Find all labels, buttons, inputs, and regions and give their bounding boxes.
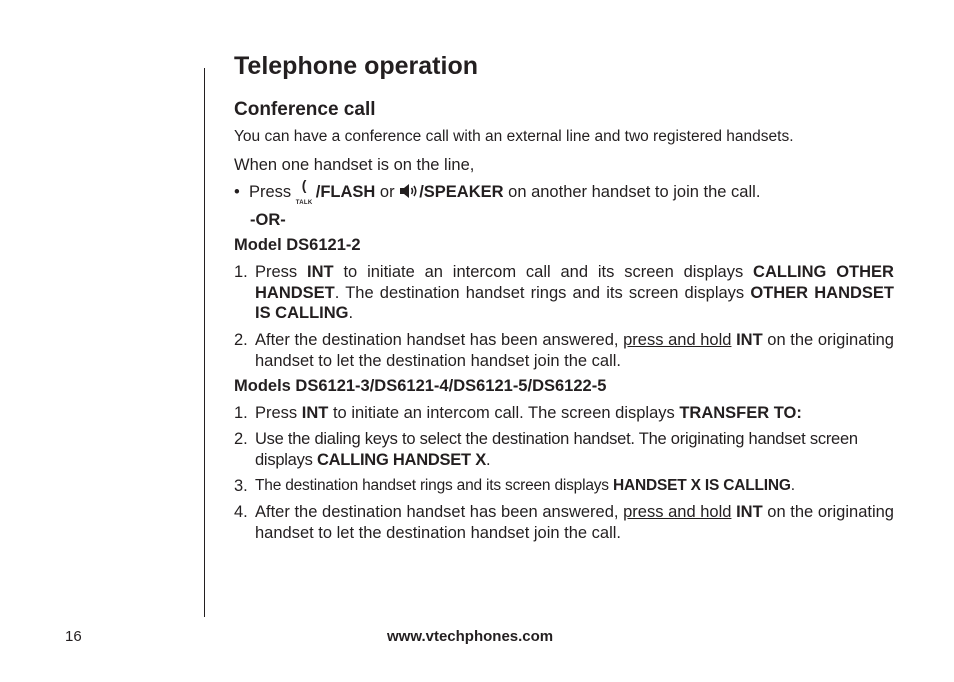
screen-message: TRANSFER TO: bbox=[679, 404, 802, 422]
lead-text: When one handset is on the line, bbox=[234, 156, 475, 174]
intro-text: You can have a conference call with an external line and two registered handsets. bbox=[234, 128, 794, 145]
footer-url: www.vtechphones.com bbox=[387, 628, 554, 645]
underlined-text: press and hold bbox=[623, 331, 732, 349]
speaker-icon bbox=[399, 183, 419, 199]
bullet-item bbox=[234, 177, 761, 206]
step-text: to initiate an intercom call. The screen displays bbox=[332, 404, 675, 422]
bullet-mark: • bbox=[234, 183, 240, 201]
step-number: 1. bbox=[234, 404, 248, 422]
flash-key-label: /FLASH bbox=[315, 183, 376, 201]
step-number: 1. bbox=[234, 263, 248, 281]
step-number: 4. bbox=[234, 503, 248, 521]
or-separator: -OR- bbox=[250, 211, 286, 229]
handset-icon: ( bbox=[301, 177, 307, 193]
step-text: on the originating handset to let the destination handset join the call. bbox=[255, 331, 894, 370]
model2-heading: Models DS6121-3/DS6121-4/DS6121-5/DS6122-5 bbox=[234, 377, 607, 395]
step-text: to initiate an intercom call and its screen displays bbox=[343, 263, 744, 281]
step-text: . bbox=[348, 304, 354, 322]
int-key: INT bbox=[736, 503, 763, 521]
screen-message: OTHER HANDSET IS CALLING bbox=[255, 283, 894, 322]
screen-message: CALLING OTHER HANDSET bbox=[255, 263, 894, 302]
step-text: Use the dialing keys to select the destination handset. The originating handset screen displays bbox=[255, 430, 858, 469]
model2-step-1 bbox=[234, 403, 894, 424]
bullet-or: or bbox=[379, 183, 395, 201]
talk-key-icon bbox=[295, 177, 316, 206]
bullet-press: Press bbox=[248, 183, 292, 201]
model1-step-2 bbox=[234, 330, 894, 371]
page-number: 16 bbox=[65, 628, 82, 645]
step-text: . The destination handset rings and its screen displays bbox=[334, 283, 745, 302]
int-key: INT bbox=[307, 263, 334, 281]
talk-key-label: TALK bbox=[295, 200, 313, 206]
int-key: INT bbox=[301, 404, 329, 422]
step-text: . bbox=[790, 477, 795, 494]
step-number: 2. bbox=[234, 430, 248, 448]
int-key: INT bbox=[736, 331, 763, 349]
bullet-rest: on another handset to join the call. bbox=[508, 183, 761, 201]
model2-step-4 bbox=[234, 502, 894, 543]
step-text: Press bbox=[255, 263, 298, 281]
step-text: . bbox=[485, 450, 491, 469]
speaker-key-label: /SPEAKER bbox=[419, 183, 504, 201]
section-title: Conference call bbox=[234, 99, 376, 120]
model2-step-2 bbox=[234, 429, 894, 470]
page-title: Telephone operation bbox=[234, 52, 478, 80]
step-text: The destination handset rings and its screen displays bbox=[255, 477, 609, 494]
screen-message: CALLING HANDSET X bbox=[316, 450, 486, 469]
step-number: 3. bbox=[234, 477, 248, 495]
step-text: on the originating handset to let the destination handset join the call. bbox=[255, 503, 894, 542]
step-text: After the destination handset has been answered, bbox=[255, 503, 619, 521]
step-text: After the destination handset has been answered, bbox=[255, 331, 619, 349]
model1-heading: Model DS6121-2 bbox=[234, 236, 361, 254]
step-number: 2. bbox=[234, 331, 248, 349]
underlined-text: press and hold bbox=[623, 503, 732, 521]
model2-step-3 bbox=[234, 476, 894, 497]
screen-message: HANDSET X IS CALLING bbox=[612, 477, 791, 494]
margin-rule bbox=[204, 68, 205, 617]
step-text: Press bbox=[255, 404, 298, 422]
model1-step-1 bbox=[234, 262, 894, 324]
